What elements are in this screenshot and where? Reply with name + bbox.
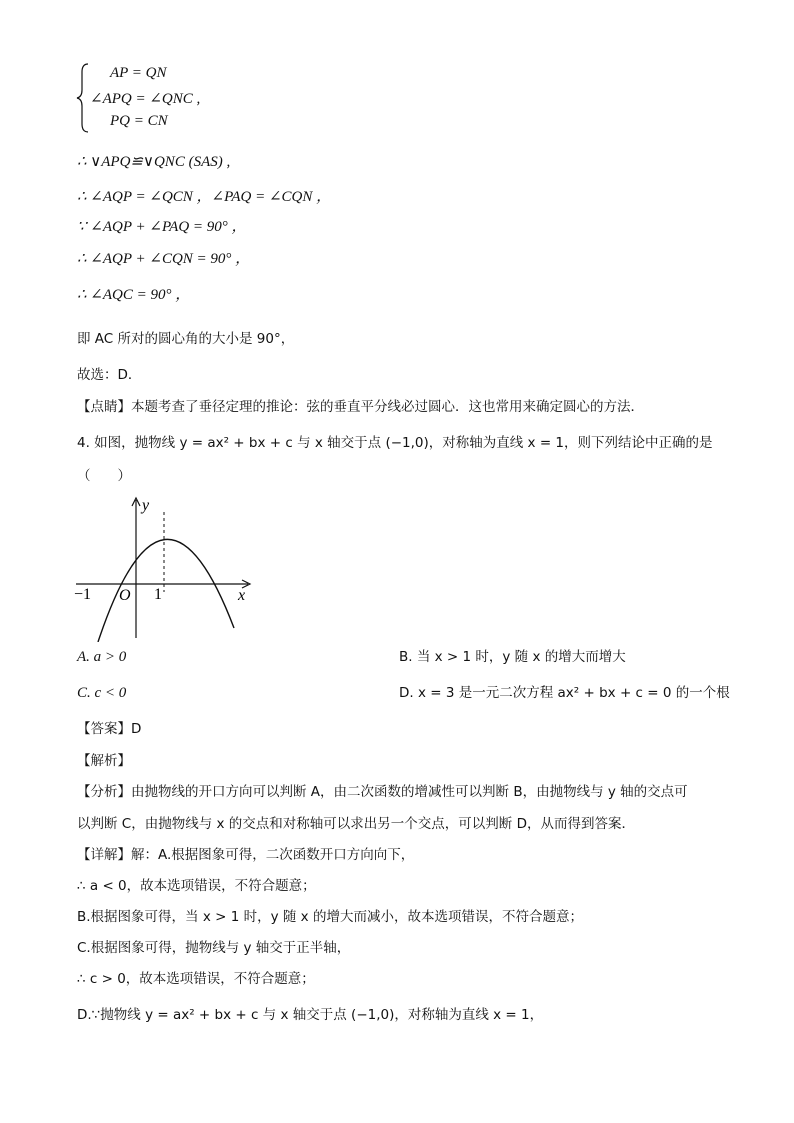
option-a: A. a > 0 <box>77 649 127 665</box>
system-line-1: AP = QN <box>110 65 167 81</box>
analysis-header: 【解析】 <box>77 753 131 769</box>
question-stem-line-2: （ ） <box>77 468 131 484</box>
x-axis-label: x <box>238 587 246 604</box>
system-line-2: ∠APQ = ∠QNC , <box>90 91 201 107</box>
proof-step-5: ∴ ∠AQC = 90° ， <box>77 287 191 303</box>
y-axis-label: y <box>142 497 150 514</box>
parabola-graph <box>70 492 260 642</box>
one-label: 1 <box>154 586 162 603</box>
origin-label: O <box>119 587 131 604</box>
option-c: C. c < 0 <box>77 685 127 701</box>
option-b: B. 当 x > 1 时，y 随 x 的增大而增大 <box>399 649 626 665</box>
analysis-line-1: 【分析】由抛物线的开口方向可以判断 A，由二次函数的增减性可以判断 B，由抛物线与 y 轴的交点可 <box>77 784 688 800</box>
proof-step-3: ∵ ∠AQP + ∠PAQ = 90° ， <box>77 219 247 235</box>
detail-line-3: B.根据图象可得，当 x > 1 时，y 随 x 的增大而减小，故本选项错误，不符合题意； <box>77 909 583 925</box>
comment-line: 【点睛】本题考查了垂径定理的推论：弦的垂直平分线必过圆心．这也常用来确定圆心的方法． <box>77 399 644 415</box>
detail-line-6: D.∵抛物线 y = ax² + bx + c 与 x 轴交于点 (−1,0)，对称轴为直线 x = 1， <box>77 1007 544 1023</box>
answer-line: 【答案】D <box>77 721 142 737</box>
left-brace <box>76 62 90 139</box>
option-d: D. x = 3 是一元二次方程 ax² + bx + c = 0 的一个根 <box>399 685 730 701</box>
detail-line-5: ∴ c > 0，故本选项错误，不符合题意； <box>77 971 315 987</box>
system-line-3: PQ = CN <box>110 113 168 129</box>
detail-line-4: C.根据图象可得，抛物线与 y 轴交于正半轴， <box>77 940 351 956</box>
analysis-line-2: 以判断 C，由抛物线与 x 的交点和对称轴可以求出另一个交点，可以判断 D，从而得到答案． <box>77 816 635 832</box>
answer-choice-line: 故选：D． <box>77 367 142 383</box>
detail-line-1: 【详解】解：A.根据图象可得，二次函数开口方向向下， <box>77 847 415 863</box>
proof-step-2: ∴ ∠AQP = ∠QCN ，∠PAQ = ∠CQN ， <box>77 189 332 205</box>
conclusion-line: 即 AC 所对的圆心角的大小是 90°， <box>77 331 295 347</box>
brace-shape <box>76 62 90 134</box>
proof-step-4: ∴ ∠AQP + ∠CQN = 90° ， <box>77 251 251 267</box>
detail-line-2: ∴ a < 0，故本选项错误，不符合题意； <box>77 878 316 894</box>
question-stem-line-1: 4. 如图，抛物线 y = ax² + bx + c 与 x 轴交于点 (−1,0)，对称轴为直线 x = 1，则下列结论中正确的是 <box>77 435 713 451</box>
neg-one-label: −1 <box>74 586 92 603</box>
proof-step-1: ∴ ∨APQ≌∨QNC (SAS) , <box>77 154 231 170</box>
